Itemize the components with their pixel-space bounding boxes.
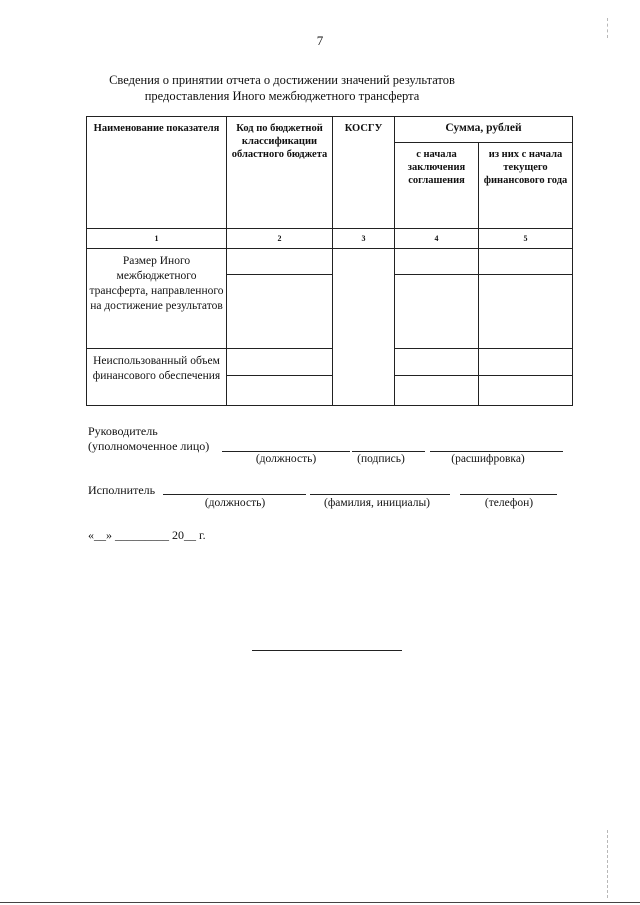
cell-code — [227, 376, 333, 406]
date-line: «__» _________ 20__ г. — [88, 528, 206, 542]
closing-separator — [252, 650, 402, 651]
cell-code — [227, 249, 333, 275]
caption-signature: (подпись) — [357, 453, 405, 465]
header-sum-current-year: из них с начала текущего финансового года — [479, 143, 573, 229]
column-number-1: 1 — [87, 229, 227, 249]
head-label: Руководитель — [88, 424, 158, 438]
executor-label: Исполнитель — [88, 483, 156, 497]
cell-sum — [395, 275, 479, 349]
head-signature-line — [352, 451, 425, 452]
column-number-3: 3 — [333, 229, 395, 249]
scan-edge-top — [607, 18, 609, 38]
header-name: Наименование показателя — [87, 117, 227, 229]
cell-sum — [479, 249, 573, 275]
header-sum: Сумма, рублей — [395, 117, 573, 143]
report-table — [86, 116, 573, 406]
executor-name-line — [310, 494, 450, 495]
row-label-transfer: Размер Иного межбюджетного трансферта, направленного на достижение результатов — [87, 249, 227, 349]
head-position-line — [222, 451, 350, 452]
title-line-1: Сведения о принятии отчета о достижении значений результатов — [109, 73, 455, 87]
row-label-unused: Неиспользованный объем финансового обеспечения — [87, 349, 227, 406]
cell-sum — [395, 249, 479, 275]
head-name-line — [430, 451, 563, 452]
document-title — [0, 72, 560, 104]
header-sum-from-agreement: с начала заключения соглашения — [395, 143, 479, 229]
cell-kosgu — [333, 249, 395, 406]
cell-sum — [479, 376, 573, 406]
page-bottom-edge — [0, 902, 640, 903]
executor-phone-line — [460, 494, 557, 495]
cell-code — [227, 349, 333, 376]
cell-code — [227, 275, 333, 349]
header-kosgu: КОСГУ — [333, 117, 395, 229]
column-number-5: 5 — [479, 229, 573, 249]
page-number: 7 — [316, 33, 324, 48]
caption-executor-phone: (телефон) — [484, 497, 534, 509]
cell-sum — [479, 275, 573, 349]
header-code: Код по бюджетной классификации областного бюджета — [227, 117, 333, 229]
caption-executor-name: (фамилия, инициалы) — [323, 497, 431, 509]
cell-sum — [479, 349, 573, 376]
column-number-4: 4 — [395, 229, 479, 249]
scan-edge-bottom — [607, 830, 609, 898]
executor-position-line — [163, 494, 306, 495]
cell-sum — [395, 349, 479, 376]
caption-decoding: (расшифровка) — [451, 453, 525, 465]
caption-executor-position: (должность) — [204, 497, 266, 509]
head-label-authorized: (уполномоченное лицо) — [88, 439, 210, 453]
cell-sum — [395, 376, 479, 406]
caption-position: (должность) — [255, 453, 317, 465]
title-line-2: предоставления Иного межбюджетного трансферта — [144, 89, 420, 103]
column-number-2: 2 — [227, 229, 333, 249]
